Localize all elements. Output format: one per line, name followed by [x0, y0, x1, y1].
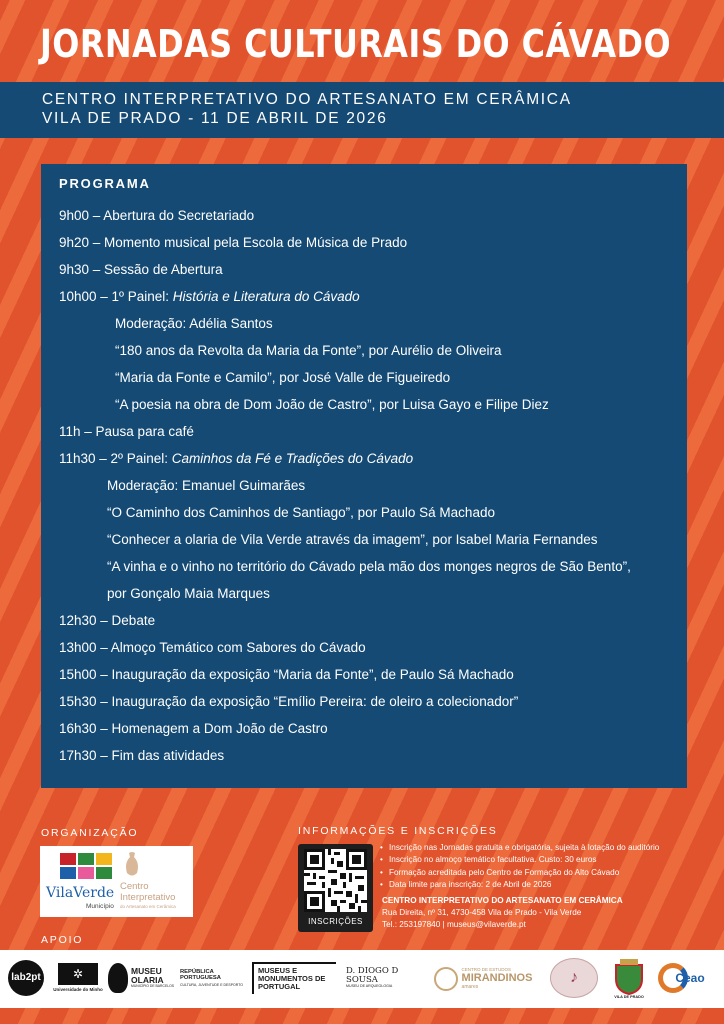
diogo-sousa-logo	[346, 962, 416, 994]
uminho-mark-icon: ✲	[58, 963, 98, 985]
crest-shield-icon	[612, 959, 646, 995]
mirandinos-amares: amares	[461, 983, 479, 990]
info-bullet: • Formação acreditada pelo Centro de Formação do Alto Cávado	[380, 867, 700, 879]
uminho-logo	[53, 960, 103, 996]
centro-line-3: do Artesanato em Cerâmica	[120, 904, 176, 909]
museus-monumentos-text: MUSEUS E MONUMENTOS DE PORTUGAL	[258, 966, 326, 991]
qr-code[interactable]	[298, 844, 373, 932]
contact-org-name: CENTRO INTERPRETATIVO DO ARTESANATO EM CERÂMICA	[382, 896, 623, 905]
centro-line-1: Centro	[120, 881, 149, 892]
info-bullet: • Inscrição nas Jornadas gratuita e obrigatória, sujeita à lotação do auditório	[380, 842, 700, 854]
program-item: 12h30 – Debate	[59, 613, 156, 628]
program-item: 9h00 – Abertura do Secretariado	[59, 208, 255, 223]
contact-phone-email[interactable]: Tel.: 253197840 | museus@vilaverde.pt	[382, 920, 526, 929]
music-school-seal	[550, 958, 598, 998]
program-item: “O Caminho dos Caminhos de Santiago”, por Paulo Sá Machado	[107, 505, 495, 520]
support-logos	[0, 950, 724, 1008]
program-item: 16h30 – Homenagem a Dom João de Castro	[59, 721, 328, 736]
mirandinos-emblem-icon	[434, 967, 458, 991]
centro-interpretativo-logo	[118, 851, 190, 913]
program-item-panel-2	[59, 451, 413, 466]
museu-olaria-sub: MUNICÍPIO DE BARCELOS	[131, 984, 174, 989]
program-item: 13h00 – Almoço Temático com Sabores do Cávado	[59, 640, 366, 655]
organization-label: ORGANIZAÇÃO	[41, 827, 139, 839]
panel-2-title: Caminhos da Fé e Tradições do Cávado	[171, 451, 414, 466]
vila-verde-name: VilaVerde	[46, 885, 115, 901]
mirandinos-text-block	[462, 968, 533, 990]
museus-monumentos-logo	[252, 962, 336, 994]
program-item: 9h30 – Sessão de Abertura	[59, 262, 223, 277]
program-item: 9h20 – Momento musical pela Escola de Música de Prado	[59, 235, 408, 250]
diogo-sousa-text: D. DIOGO D SOUSA	[346, 966, 399, 986]
vila-verde-logo	[46, 851, 118, 913]
program-item: 15h30 – Inauguração da exposição “Emílio Pereira: de oleiro a colecionador”	[59, 694, 519, 709]
republica-text: REPÚBLICA PORTUGUESA	[180, 968, 221, 981]
music-note-icon: ♪	[570, 969, 578, 986]
vila-verde-municipio: Município	[86, 903, 114, 910]
ceao-logo	[658, 962, 710, 994]
diogo-sousa-sub: MUSEU DE ARQUEOLOGIA	[346, 984, 393, 989]
program-item: “Conhecer a olaria de Vila Verde através da imagem”, por Isabel Maria Fernandes	[107, 532, 598, 547]
program-item: “180 anos da Revolta da Maria da Fonte”, por Aurélio de Oliveira	[115, 343, 502, 358]
panel-2-time: 11h30 – 2º Painel:	[59, 451, 172, 466]
ceao-text: Ceao	[675, 970, 705, 985]
museu-olaria-text: MUSEU OLARIA	[131, 966, 164, 986]
program-item: “A vinha e o vinho no território do Cávado pela mão dos monges negros de São Bento”,	[107, 559, 631, 574]
info-bullet: • Inscrição no almoço temático facultativa. Custo: 30 euros	[380, 854, 700, 866]
program-item: 17h30 – Fim das atividades	[59, 748, 225, 763]
subtitle-venue: CENTRO INTERPRETATIVO DO ARTESANATO EM CERÂMICA	[42, 91, 572, 108]
museu-olaria-logo	[108, 958, 174, 998]
program-item-panel-1	[59, 289, 360, 304]
qr-icon	[304, 849, 367, 912]
mirandinos-text: MIRANDINOS	[461, 971, 533, 984]
vila-verde-crest-icon	[60, 851, 114, 881]
organization-logos	[40, 846, 193, 917]
page-title: JORNADAS CULTURAIS DO CÁVADO	[40, 22, 672, 66]
republica-portuguesa-logo	[180, 960, 244, 996]
mirandinos-sub: CENTRO DE ESTUDOS	[461, 967, 512, 973]
vila-de-prado-crest	[608, 956, 650, 1002]
program-item: 15h00 – Inauguração da exposição “Maria da Fonte”, de Paulo Sá Machado	[59, 667, 514, 682]
qr-caption: INSCRIÇÕES	[308, 917, 363, 926]
subtitle-date: VILA DE PRADO - 11 DE ABRIL DE 2026	[42, 110, 388, 127]
info-bullet: • Data limite para inscrição: 2 de Abril de 2026	[380, 879, 700, 891]
uminho-text: Universidade do Minho	[53, 987, 103, 993]
program-heading: PROGRAMA	[59, 176, 151, 191]
vase-icon	[122, 851, 142, 879]
contact-address: Rua Direita, nº 31, 4730-458 Vila de Prado - Vila Verde	[382, 908, 582, 917]
program-item: Moderação: Emanuel Guimarães	[107, 478, 306, 493]
program-item: “A poesia na obra de Dom João de Castro”, por Luisa Gayo e Filipe Diez	[115, 397, 549, 412]
mirandinos-logo	[424, 964, 542, 994]
program-item: por Gonçalo Maia Marques	[107, 586, 270, 601]
centro-line-2: Interpretativo	[120, 892, 176, 903]
jug-icon	[108, 963, 128, 993]
panel-1-title: História e Literatura do Cávado	[172, 289, 360, 304]
qr-pattern	[304, 849, 367, 912]
support-label: APOIO	[41, 934, 84, 946]
lab2pt-logo	[8, 960, 44, 996]
info-bullets	[380, 842, 700, 891]
panel-1-time: 10h00 – 1º Painel:	[59, 289, 173, 304]
vila-de-prado-text: VILA DE PRADO	[614, 995, 644, 999]
program-item: Moderação: Adélia Santos	[115, 316, 273, 331]
program-item: 11h – Pausa para café	[59, 424, 194, 439]
info-label: INFORMAÇÕES E INSCRIÇÕES	[298, 825, 498, 837]
program-item: “Maria da Fonte e Camilo”, por José Valle de Figueiredo	[115, 370, 451, 385]
republica-sub: CULTURA, JUVENTUDE E DESPORTO	[180, 982, 244, 987]
museu-olaria-text-block	[131, 967, 174, 988]
subtitle-band	[0, 82, 724, 138]
program-box	[41, 164, 687, 788]
lab2pt-text: lab2pt	[11, 971, 41, 983]
